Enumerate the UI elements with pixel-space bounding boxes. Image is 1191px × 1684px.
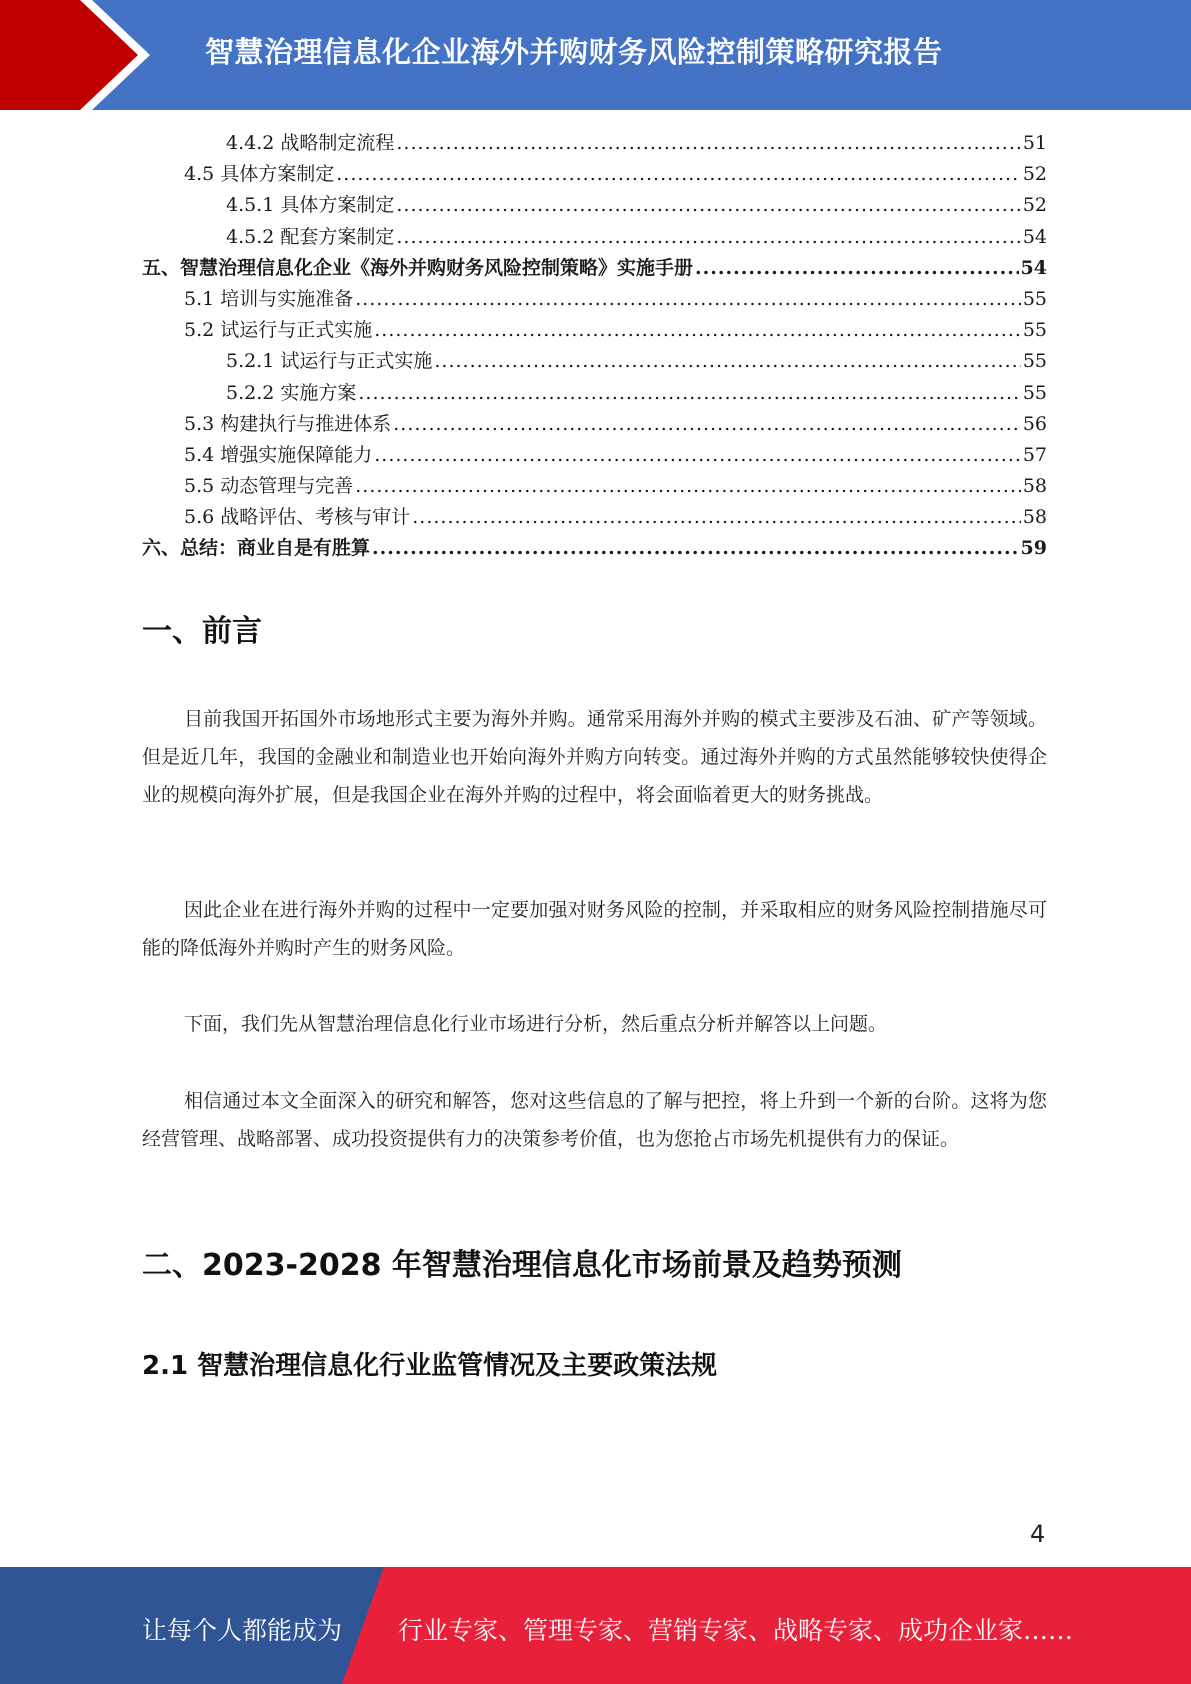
toc-entry-label: 4.5.2 配套方案制定 xyxy=(226,225,395,248)
toc-entry-page: 56 xyxy=(1022,412,1047,435)
footer-slogan-right: 行业专家、管理专家、营销专家、战略专家、成功企业家…… xyxy=(398,1616,1074,1645)
paragraph: 下面，我们先从智慧治理信息化行业市场进行分析，然后重点分析并解答以上问题。 xyxy=(184,1013,888,1035)
header-chevron-icon xyxy=(0,0,160,110)
page-footer xyxy=(0,1567,1191,1684)
toc-entry[interactable] xyxy=(142,533,1047,564)
toc-leader-dots xyxy=(393,413,1021,435)
toc-entry-page: 54 xyxy=(1022,225,1047,248)
toc-entry-page: 51 xyxy=(1022,132,1047,154)
toc-leader-dots xyxy=(412,506,1021,528)
toc-entry[interactable] xyxy=(142,284,1047,315)
toc-entry-page: 57 xyxy=(1022,443,1047,466)
toc-entry[interactable] xyxy=(142,128,1047,159)
toc-entry[interactable] xyxy=(142,440,1047,471)
table-of-contents xyxy=(142,128,1047,565)
toc-entry-label: 5.6 战略评估、考核与审计 xyxy=(184,506,411,529)
footer-slogan-left: 让每个人都能成为 xyxy=(142,1616,343,1645)
paragraph: 相信通过本文全面深入的研究和解答，您对这些信息的了解与把控，将上升到一个新的台阶。这将为您经营管理、战略部署、成功投资提供有力的决策参考价值，也为您抢占市场先机提供有力的保证。 xyxy=(142,1090,1047,1150)
toc-entry-label: 5.2.2 实施方案 xyxy=(226,381,357,404)
toc-entry[interactable] xyxy=(142,378,1047,409)
toc-leader-dots xyxy=(396,194,1020,216)
toc-entry-label: 4.5 具体方案制定 xyxy=(184,163,335,186)
toc-entry-label: 4.5.1 具体方案制定 xyxy=(226,194,395,217)
toc-leader-dots xyxy=(355,475,1021,497)
toc-leader-dots xyxy=(358,382,1020,404)
toc-entry-page: 55 xyxy=(1022,350,1047,373)
toc-leader-dots xyxy=(695,257,1019,279)
toc-entry-label: 5.4 增强实施保障能力 xyxy=(184,443,373,466)
toc-entry-page: 52 xyxy=(1022,194,1047,217)
section-heading-preface: 一、前言 xyxy=(142,614,262,649)
toc-leader-dots xyxy=(396,226,1020,248)
toc-leader-dots xyxy=(372,537,1019,559)
toc-entry[interactable] xyxy=(142,409,1047,440)
toc-entry-label: 5.1 培训与实施准备 xyxy=(184,287,354,310)
page-header xyxy=(0,0,1191,110)
toc-entry-label: 5.3 构建执行与推进体系 xyxy=(184,412,392,435)
toc-entry[interactable] xyxy=(142,222,1047,253)
toc-leader-dots xyxy=(336,163,1021,185)
toc-entry-label: 六、总结：商业自是有胜算 xyxy=(142,537,371,560)
toc-entry[interactable] xyxy=(142,190,1047,221)
toc-leader-dots xyxy=(355,288,1021,310)
toc-entry-page: 52 xyxy=(1022,163,1047,186)
paragraph: 因此企业在进行海外并购的过程中一定要加强对财务风险的控制，并采取相应的财务风险控制措施尽可能的降低海外并购时产生的财务风险。 xyxy=(142,899,1047,959)
toc-entry-page: 58 xyxy=(1022,475,1047,498)
toc-entry-label: 5.5 动态管理与完善 xyxy=(184,475,354,498)
report-title: 智慧治理信息化企业海外并购财务风险控制策略研究报告 xyxy=(205,35,943,69)
toc-entry[interactable] xyxy=(142,159,1047,190)
toc-leader-dots xyxy=(396,132,1020,154)
toc-entry-label: 五、智慧治理信息化企业《海外并购财务风险控制策略》实施手册 xyxy=(142,256,694,279)
toc-entry-label: 5.2.1 试运行与正式实施 xyxy=(226,350,433,373)
toc-entry-page: 58 xyxy=(1022,506,1047,529)
toc-entry-page: 54 xyxy=(1020,256,1047,279)
toc-entry[interactable] xyxy=(142,253,1047,284)
toc-entry-label: 5.2 试运行与正式实施 xyxy=(184,319,373,342)
toc-entry-page: 55 xyxy=(1022,287,1047,310)
section-heading-market-forecast: 二、2023-2028 年智慧治理信息化市场前景及趋势预测 xyxy=(142,1248,902,1283)
toc-leader-dots xyxy=(434,350,1020,372)
toc-entry-page: 59 xyxy=(1020,537,1047,560)
toc-leader-dots xyxy=(374,319,1021,341)
subsection-heading: 2.1 智慧治理信息化行业监管情况及主要政策法规 xyxy=(142,1351,718,1381)
paragraph: 目前我国开拓国外市场地形式主要为海外并购。通常采用海外并购的模式主要涉及石油、矿产等领域。但是近几年，我国的金融业和制造业也开始向海外并购方向转变。通过海外并购的方式虽然能够较快使得企业的规模向海外扩展，但是我国企业在海外并购的过程中，将会面临着更大的财务挑战。 xyxy=(142,708,1047,806)
toc-entry[interactable] xyxy=(142,471,1047,502)
toc-entry-label: 4.4.2 战略制定流程 xyxy=(226,132,395,154)
toc-entry[interactable] xyxy=(142,346,1047,377)
toc-leader-dots xyxy=(374,444,1021,466)
toc-entry[interactable] xyxy=(142,315,1047,346)
toc-entry[interactable] xyxy=(142,502,1047,533)
page-number: 4 xyxy=(1030,1520,1046,1548)
toc-entry-page: 55 xyxy=(1022,381,1047,404)
toc-entry-page: 55 xyxy=(1022,319,1047,342)
